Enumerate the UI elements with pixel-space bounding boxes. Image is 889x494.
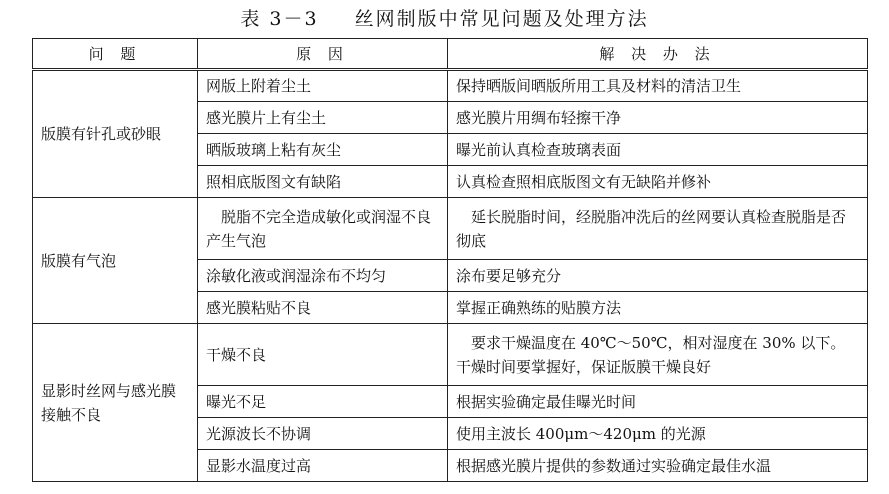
table-number: 表 3－3: [240, 8, 319, 30]
solution-cell: 根据感光膜片提供的参数通过实验确定最佳水温: [448, 450, 868, 482]
header-row: [33, 39, 868, 70]
solution-cell: 保持晒版间晒版所用工具及材料的清洁卫生: [448, 70, 868, 102]
header-cause: 原 因: [198, 39, 448, 70]
cause-cell: 曝光不足: [198, 386, 448, 418]
solution-cell: 根据实验确定最佳曝光时间: [448, 386, 868, 418]
cause-cell: 涂敏化液或润湿涂布不均匀: [198, 260, 448, 292]
cause-cell: 感光膜粘贴不良: [198, 292, 448, 324]
table-title: [0, 6, 889, 32]
solution-cell: 要求干燥温度在 40℃～50℃，相对湿度在 30% 以下。干燥时间要掌握好，保证版膜干燥良好: [448, 324, 868, 386]
cause-cell: 感光膜片上有尘土: [198, 102, 448, 134]
solution-cell: 认真检查照相底版图文有无缺陷并修补: [448, 166, 868, 198]
header-solution: 解 决 办 法: [448, 39, 868, 70]
cause-cell: 显影水温度过高: [198, 450, 448, 482]
header-problem: 问 题: [33, 39, 198, 70]
solution-cell: 曝光前认真检查玻璃表面: [448, 134, 868, 166]
cause-cell: 网版上附着尘土: [198, 70, 448, 102]
table-caption: 丝网制版中常见问题及处理方法: [354, 8, 649, 30]
problem-cell: 显影时丝网与感光膜接触不良: [33, 324, 198, 482]
solution-cell: 感光膜片用绸布轻擦干净: [448, 102, 868, 134]
problem-cell: 版膜有针孔或砂眼: [33, 70, 198, 198]
cause-cell: 脱脂不完全造成敏化或润湿不良产生气泡: [198, 198, 448, 260]
cause-cell: 干燥不良: [198, 324, 448, 386]
problem-cell: 版膜有气泡: [33, 198, 198, 324]
solution-cell: 掌握正确熟练的贴膜方法: [448, 292, 868, 324]
problems-table: [32, 38, 868, 482]
solution-cell: 延长脱脂时间，经脱脂冲洗后的丝网要认真检查脱脂是否彻底: [448, 198, 868, 260]
solution-cell: 涂布要足够充分: [448, 260, 868, 292]
cause-cell: 光源波长不协调: [198, 418, 448, 450]
solution-cell: 使用主波长 400μm～420μm 的光源: [448, 418, 868, 450]
table-row: [33, 70, 868, 102]
cause-cell: 照相底版图文有缺陷: [198, 166, 448, 198]
table-row: [33, 198, 868, 260]
table-row: [33, 324, 868, 386]
cause-cell: 晒版玻璃上粘有灰尘: [198, 134, 448, 166]
